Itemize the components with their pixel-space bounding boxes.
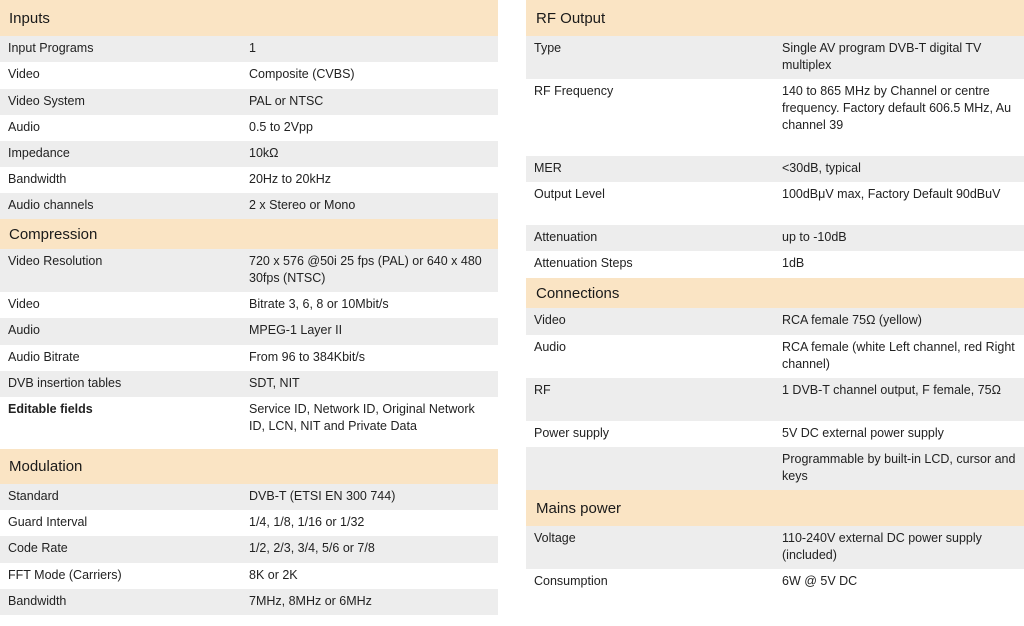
spec-value: Programmable by built-in LCD, cursor and keys	[782, 452, 1016, 483]
spec-row-audio-channels	[0, 193, 498, 219]
spec-row-editable-fields	[0, 397, 498, 449]
spec-label: Audio	[8, 120, 40, 134]
right-spec-column	[526, 0, 1024, 595]
spec-label: Voltage	[534, 531, 576, 545]
spec-label: DVB insertion tables	[8, 376, 122, 390]
spec-label: Impedance	[8, 146, 70, 160]
spec-row-video	[0, 62, 498, 89]
spec-label: Guard Interval	[8, 515, 88, 529]
spec-value: RCA female (white Left channel, red Right channel)	[782, 340, 1015, 371]
spec-value: 6W @ 5V DC	[782, 574, 858, 588]
spec-row-guard-interval	[0, 510, 498, 536]
spec-row-voltage	[526, 526, 1024, 569]
spec-label: Input Programs	[8, 41, 94, 55]
spec-value: MPEG-1 Layer II	[249, 323, 343, 337]
spec-row-fft-mode-carriers	[0, 563, 498, 589]
spec-value: 1dB	[782, 256, 805, 270]
spec-row-code-rate	[0, 536, 498, 563]
spec-row-input-programs	[0, 36, 498, 62]
section-header-connections: Connections	[526, 278, 1024, 308]
spec-row-bandwidth	[0, 589, 498, 615]
spec-label: Attenuation	[534, 230, 598, 244]
spec-value: 110-240V external DC power supply (included)	[782, 531, 982, 562]
spec-row-blank	[526, 447, 1024, 490]
spec-label: Type	[534, 41, 562, 55]
spec-value: 1/2, 2/3, 3/4, 5/6 or 7/8	[249, 541, 375, 555]
spec-value: Single AV program DVB-T digital TV multiplex	[782, 41, 982, 72]
spec-value: 720 x 576 @50i 25 fps (PAL) or 640 x 480 30fps (NTSC)	[249, 254, 482, 285]
spec-value: 8K or 2K	[249, 568, 298, 582]
spec-label: Consumption	[534, 574, 608, 588]
spec-row-rf	[526, 378, 1024, 421]
spec-label	[526, 451, 782, 490]
spec-row-dvb-insertion-tables	[0, 371, 498, 397]
spec-label: MER	[534, 161, 562, 175]
spec-value: 1	[249, 41, 256, 55]
spec-row-rf-frequency	[526, 79, 1024, 156]
spec-label: RF	[534, 383, 551, 397]
spec-value: up to -10dB	[782, 230, 847, 244]
spec-label: Audio channels	[8, 198, 94, 212]
spec-label: Editable fields	[8, 402, 93, 416]
spec-row-audio-bitrate	[0, 345, 498, 371]
spec-label: Video	[534, 313, 566, 327]
spec-label: Output Level	[534, 187, 605, 201]
spec-row-consumption	[526, 569, 1024, 595]
spec-row-audio	[0, 115, 498, 141]
spec-value: PAL or NTSC	[249, 94, 324, 108]
spec-label: Bandwidth	[8, 172, 67, 186]
spec-label: Video	[8, 297, 40, 311]
spec-row-audio	[0, 318, 498, 345]
spec-value: From 96 to 384Kbit/s	[249, 350, 366, 364]
section-header-inputs: Inputs	[0, 0, 498, 36]
section-header-rf-output: RF Output	[526, 0, 1024, 36]
spec-label: Audio	[8, 323, 40, 337]
spec-value: Service ID, Network ID, Original Network ID, LCN, NIT and Private Data	[249, 402, 475, 433]
spec-label: RF Frequency	[534, 84, 614, 98]
spec-value: <30dB, typical	[782, 161, 861, 175]
spec-row-video-resolution	[0, 249, 498, 292]
spec-value: 10kΩ	[249, 146, 279, 160]
spec-value: 5V DC external power supply	[782, 426, 944, 440]
spec-label: Video	[8, 67, 40, 81]
spec-row-standard	[0, 484, 498, 510]
spec-label: Video System	[8, 94, 85, 108]
spec-row-power-supply	[526, 421, 1024, 447]
spec-label: Standard	[8, 489, 59, 503]
spec-row-video	[0, 292, 498, 318]
spec-value: 1 DVB-T channel output, F female, 75Ω	[782, 383, 1001, 397]
spec-label: Audio Bitrate	[8, 350, 80, 364]
spec-value: 140 to 865 MHz by Channel or centre frequency. Factory default 606.5 MHz, Au channel 39	[782, 84, 1012, 132]
spec-value: Bitrate 3, 6, 8 or 10Mbit/s	[249, 297, 389, 311]
spec-value: 1/4, 1/8, 1/16 or 1/32	[249, 515, 365, 529]
spec-label: Attenuation Steps	[534, 256, 633, 270]
spec-row-type	[526, 36, 1024, 79]
left-spec-column	[0, 0, 498, 615]
spec-value: Composite (CVBS)	[249, 67, 355, 81]
spec-label: FFT Mode (Carriers)	[8, 568, 122, 582]
section-header-compression: Compression	[0, 219, 498, 249]
spec-label: Power supply	[534, 426, 610, 440]
spec-row-output-level	[526, 182, 1024, 225]
spec-row-video-system	[0, 89, 498, 115]
spec-value: DVB-T (ETSI EN 300 744)	[249, 489, 396, 503]
spec-label: Code Rate	[8, 541, 68, 555]
section-header-modulation: Modulation	[0, 449, 498, 484]
spec-label: Bandwidth	[8, 594, 67, 608]
spec-label: Audio	[534, 340, 566, 354]
spec-value: 7MHz, 8MHz or 6MHz	[249, 594, 372, 608]
spec-value: 2 x Stereo or Mono	[249, 198, 356, 212]
spec-value: 20Hz to 20kHz	[249, 172, 331, 186]
spec-row-attenuation-steps	[526, 251, 1024, 278]
spec-row-audio	[526, 335, 1024, 378]
spec-label: Video Resolution	[8, 254, 103, 268]
spec-row-video	[526, 308, 1024, 335]
spec-row-bandwidth	[0, 167, 498, 193]
spec-value: 100dBμV max, Factory Default 90dBuV	[782, 187, 1001, 201]
section-header-mains-power: Mains power	[526, 490, 1024, 526]
spec-row-impedance	[0, 141, 498, 167]
spec-value: RCA female 75Ω (yellow)	[782, 313, 922, 327]
spec-row-mer	[526, 156, 1024, 182]
spec-value: SDT, NIT	[249, 376, 300, 390]
spec-row-attenuation	[526, 225, 1024, 251]
spec-value: 0.5 to 2Vpp	[249, 120, 313, 134]
